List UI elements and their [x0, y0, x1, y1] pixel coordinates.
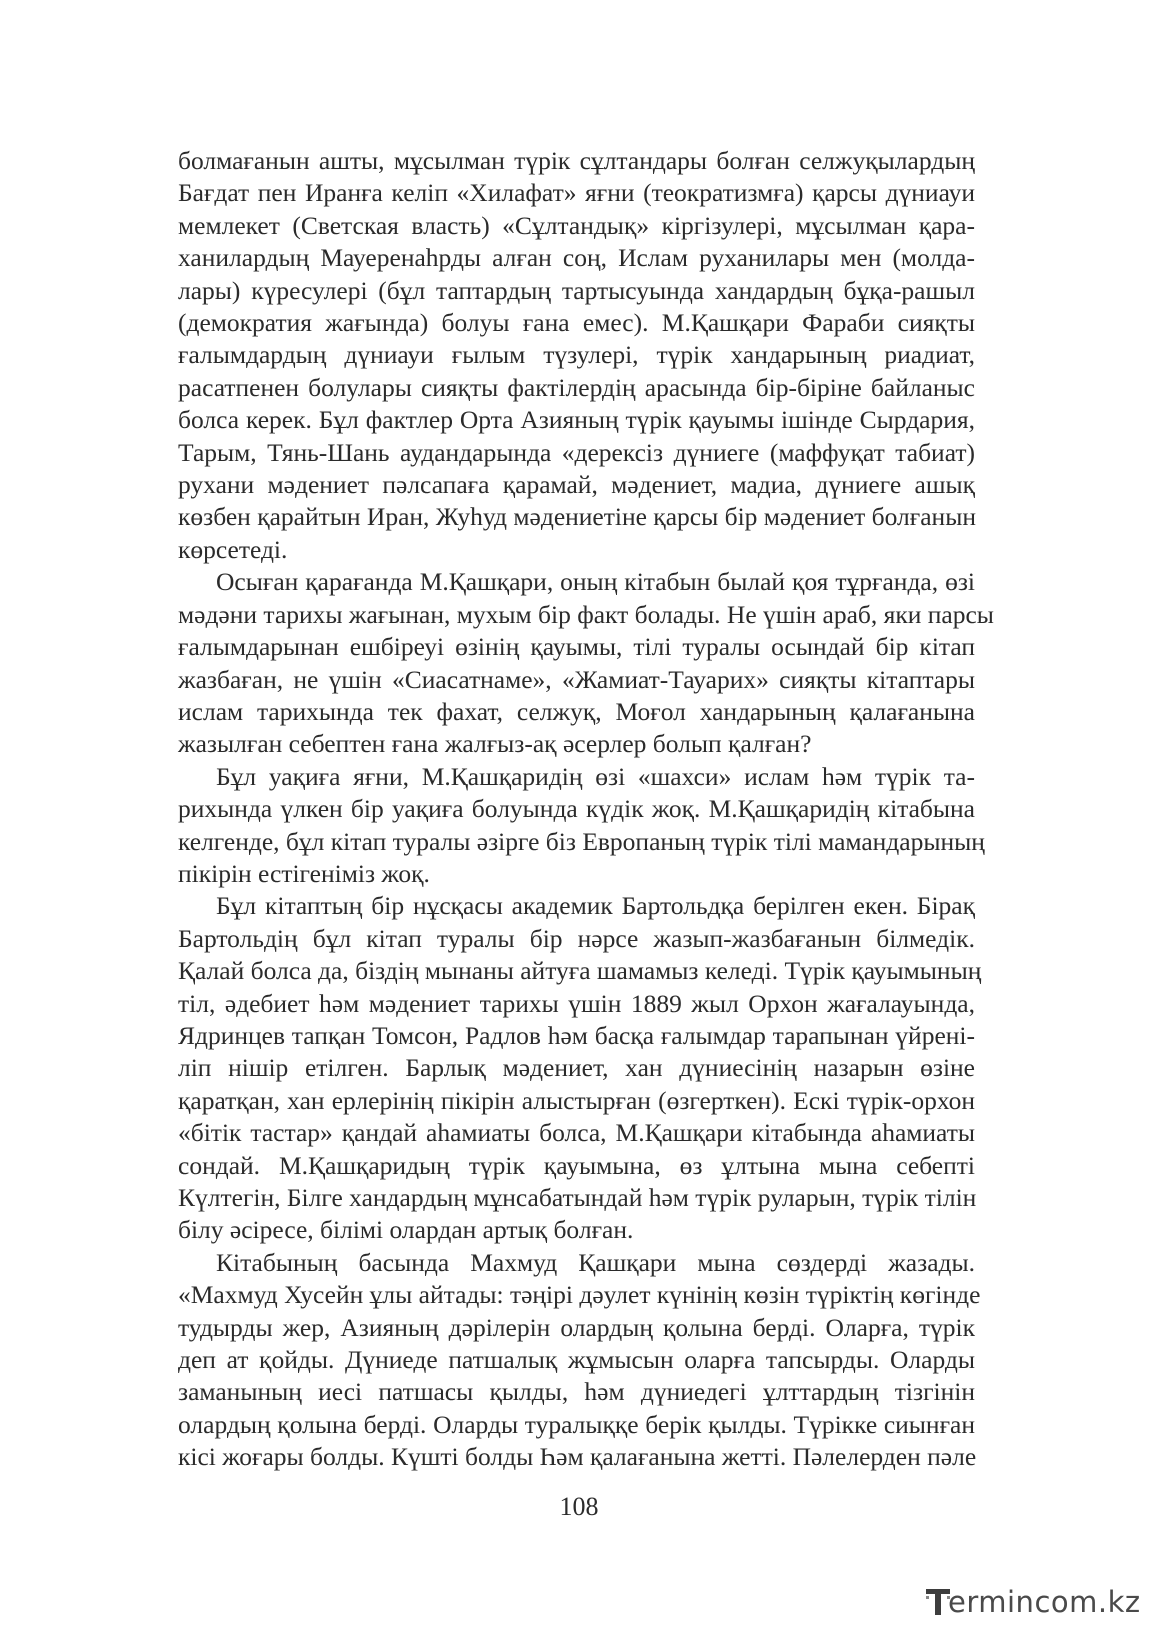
text-line: ханилардың Мауеренаһрды алған соң, Ислам руханилары мен (молда-: [178, 243, 975, 273]
text-line: Бұл кітаптың бір нұсқасы академик Бартольдқа берілген екен. Бірақ: [216, 891, 975, 921]
text-line: деп ат қойды. Дүниеде патшалық жұмысын оларға тапсырды. Оларды: [178, 1345, 975, 1375]
page-number: 108: [559, 1492, 599, 1521]
text-line: тіл, әдебиет һәм мәдениет тарихы үшін 1889 жыл Орхон жағалауында,: [178, 988, 975, 1018]
text-line: келгенде, бұл кітап туралы әзірге біз Европаның түрік тілі мамандарының: [178, 826, 985, 856]
text-line: көзбен қарайтын Иран, Жуһуд мәдениетіне қарсы бір мәдениет болғанын: [178, 502, 976, 532]
paragraph: [178, 566, 994, 760]
text-line: лары) күресулері (бұл таптардың тартысуында хандардың бұқа-рашыл: [178, 275, 975, 305]
text-line: рухани мәдениет пәлсапаға қарамай, мәдениет, мадиа, дүниеге ашық: [178, 470, 975, 500]
text-line: тудырды жер, Азияның дәрілерін олардың қолына берді. Оларға, түрік: [178, 1312, 975, 1342]
page-body-text: [178, 145, 994, 1474]
text-line: қаратқан, хан ерлерінің пікірін алыстырған (өзгерткен). Ескі түрік-орхон: [178, 1085, 975, 1115]
text-line: пікірін естігеніміз жоқ.: [178, 858, 430, 888]
text-line: мемлекет (Светская власть) «Сұлтандық» кіргізулері, мұсылман қара-: [178, 210, 975, 240]
watermark: [920, 1581, 1141, 1623]
text-line: ғалымдардың дүниауи ғылым түзулері, түрік хандарының риадиат,: [178, 340, 975, 370]
text-line: рихында үлкен бір уақиға болуында күдік жоқ. М.Қашқаридің кітабына: [178, 794, 975, 824]
text-line: болса керек. Бұл фактлер Орта Азияның түрік қауымы ішінде Сырдария,: [178, 405, 975, 435]
text-line: олардың қолына берді. Оларды туралыққе берік қылды. Түрікке сиынған: [178, 1409, 975, 1439]
text-line: ғалымдарынан ешбіреуі өзінің қауымы, тілі туралы осындай бір кітап: [178, 632, 975, 662]
text-line: Ядринцев тапқан Томсон, Радлов һәм басқа ғалымдар тарапынан үйрені-: [178, 1020, 975, 1050]
text-line: Қалай болса да, біздің мынаны айтуға шамамыз келеді. Түрік қауымының: [178, 956, 982, 986]
paragraph: [178, 1247, 981, 1474]
text-line: «Махмуд Хусейн ұлы айтады: тәңірі дәулет күнінің көзін түріктің көгінде: [178, 1280, 981, 1310]
text-line: расатпенен болулары сияқты фактілердің арасында бір-біріне байланыс: [178, 372, 975, 402]
text-line: болмағанын ашты, мұсылман түрік сұлтандары болған селжуқылардың: [178, 146, 975, 175]
text-line: мәдәни тарихы жағынан, мухым бір факт болады. Не үшін араб, яки парсы: [178, 599, 994, 629]
text-line: Кітабының басында Махмуд Қашқари мына сөздерді жазады.: [216, 1247, 975, 1277]
text-line: жазбаған, не үшін «Сиасатнаме», «Жамиат-Тауарих» сияқты кітаптары: [178, 664, 975, 694]
text-line: заманының иесі патшасы қылды, һәм дүниедегі ұлттардың тізгінін: [178, 1377, 975, 1407]
paragraph: [178, 890, 982, 1246]
text-line: Күлтегін, Білге хандардың мұнсабатындай һәм түрік руларын, түрік тілін: [178, 1183, 977, 1212]
text-line: ислам тарихында тек фахат, селжуқ, Моғол хандарының қалағанына: [178, 696, 975, 726]
text-line: «бітік тастар» қандай аһамиаты болса, М.Қашқари кітабында аһамиаты: [178, 1118, 975, 1148]
text-line: көрсетеді.: [178, 534, 288, 564]
text-line: Бартольдің бұл кітап туралы бір нәрсе жазып-жазбағанын білмедік.: [178, 923, 975, 953]
watermark-text: ermincom.kz: [948, 1585, 1141, 1619]
paragraph: [178, 761, 985, 891]
text-line: Осыған қарағанда М.Қашқари, оның кітабын былай қоя тұрғанда, өзі: [216, 567, 975, 597]
text-line: білу әсіресе, білімі олардан артық болған.: [178, 1215, 634, 1245]
text-line: Бағдат пен Иранға келіп «Хилафат» яғни (теократизмға) қарсы дүниауи: [178, 178, 975, 208]
paragraph: [178, 145, 975, 566]
t-letter-logo-icon: [926, 1587, 950, 1617]
text-line: кісі жоғары болды. Күшті болды Һәм қалағанына жетті. Пәлелерден пәле: [178, 1442, 977, 1472]
text-line: (демократия жағында) болуы ғана емес). М.Қашқари Фараби сияқты: [178, 308, 975, 338]
text-line: Бұл уақиға яғни, М.Қашқаридің өзі «шахси» ислам һәм түрік та-: [216, 761, 975, 791]
text-line: жазылған себептен ғана жалғыз-ақ әсерлер болып қалған?: [178, 729, 812, 759]
text-line: Тарым, Тянь-Шань аудандарында «дерексіз дүниеге (маффуқат табиат): [178, 437, 975, 467]
text-line: ліп нішір етілген. Барлық мәдениет, хан дүниесінің назарын өзіне: [178, 1053, 975, 1083]
text-line: сондай. М.Қашқаридың түрік қауымына, өз ұлтына мына себепті: [178, 1150, 975, 1180]
